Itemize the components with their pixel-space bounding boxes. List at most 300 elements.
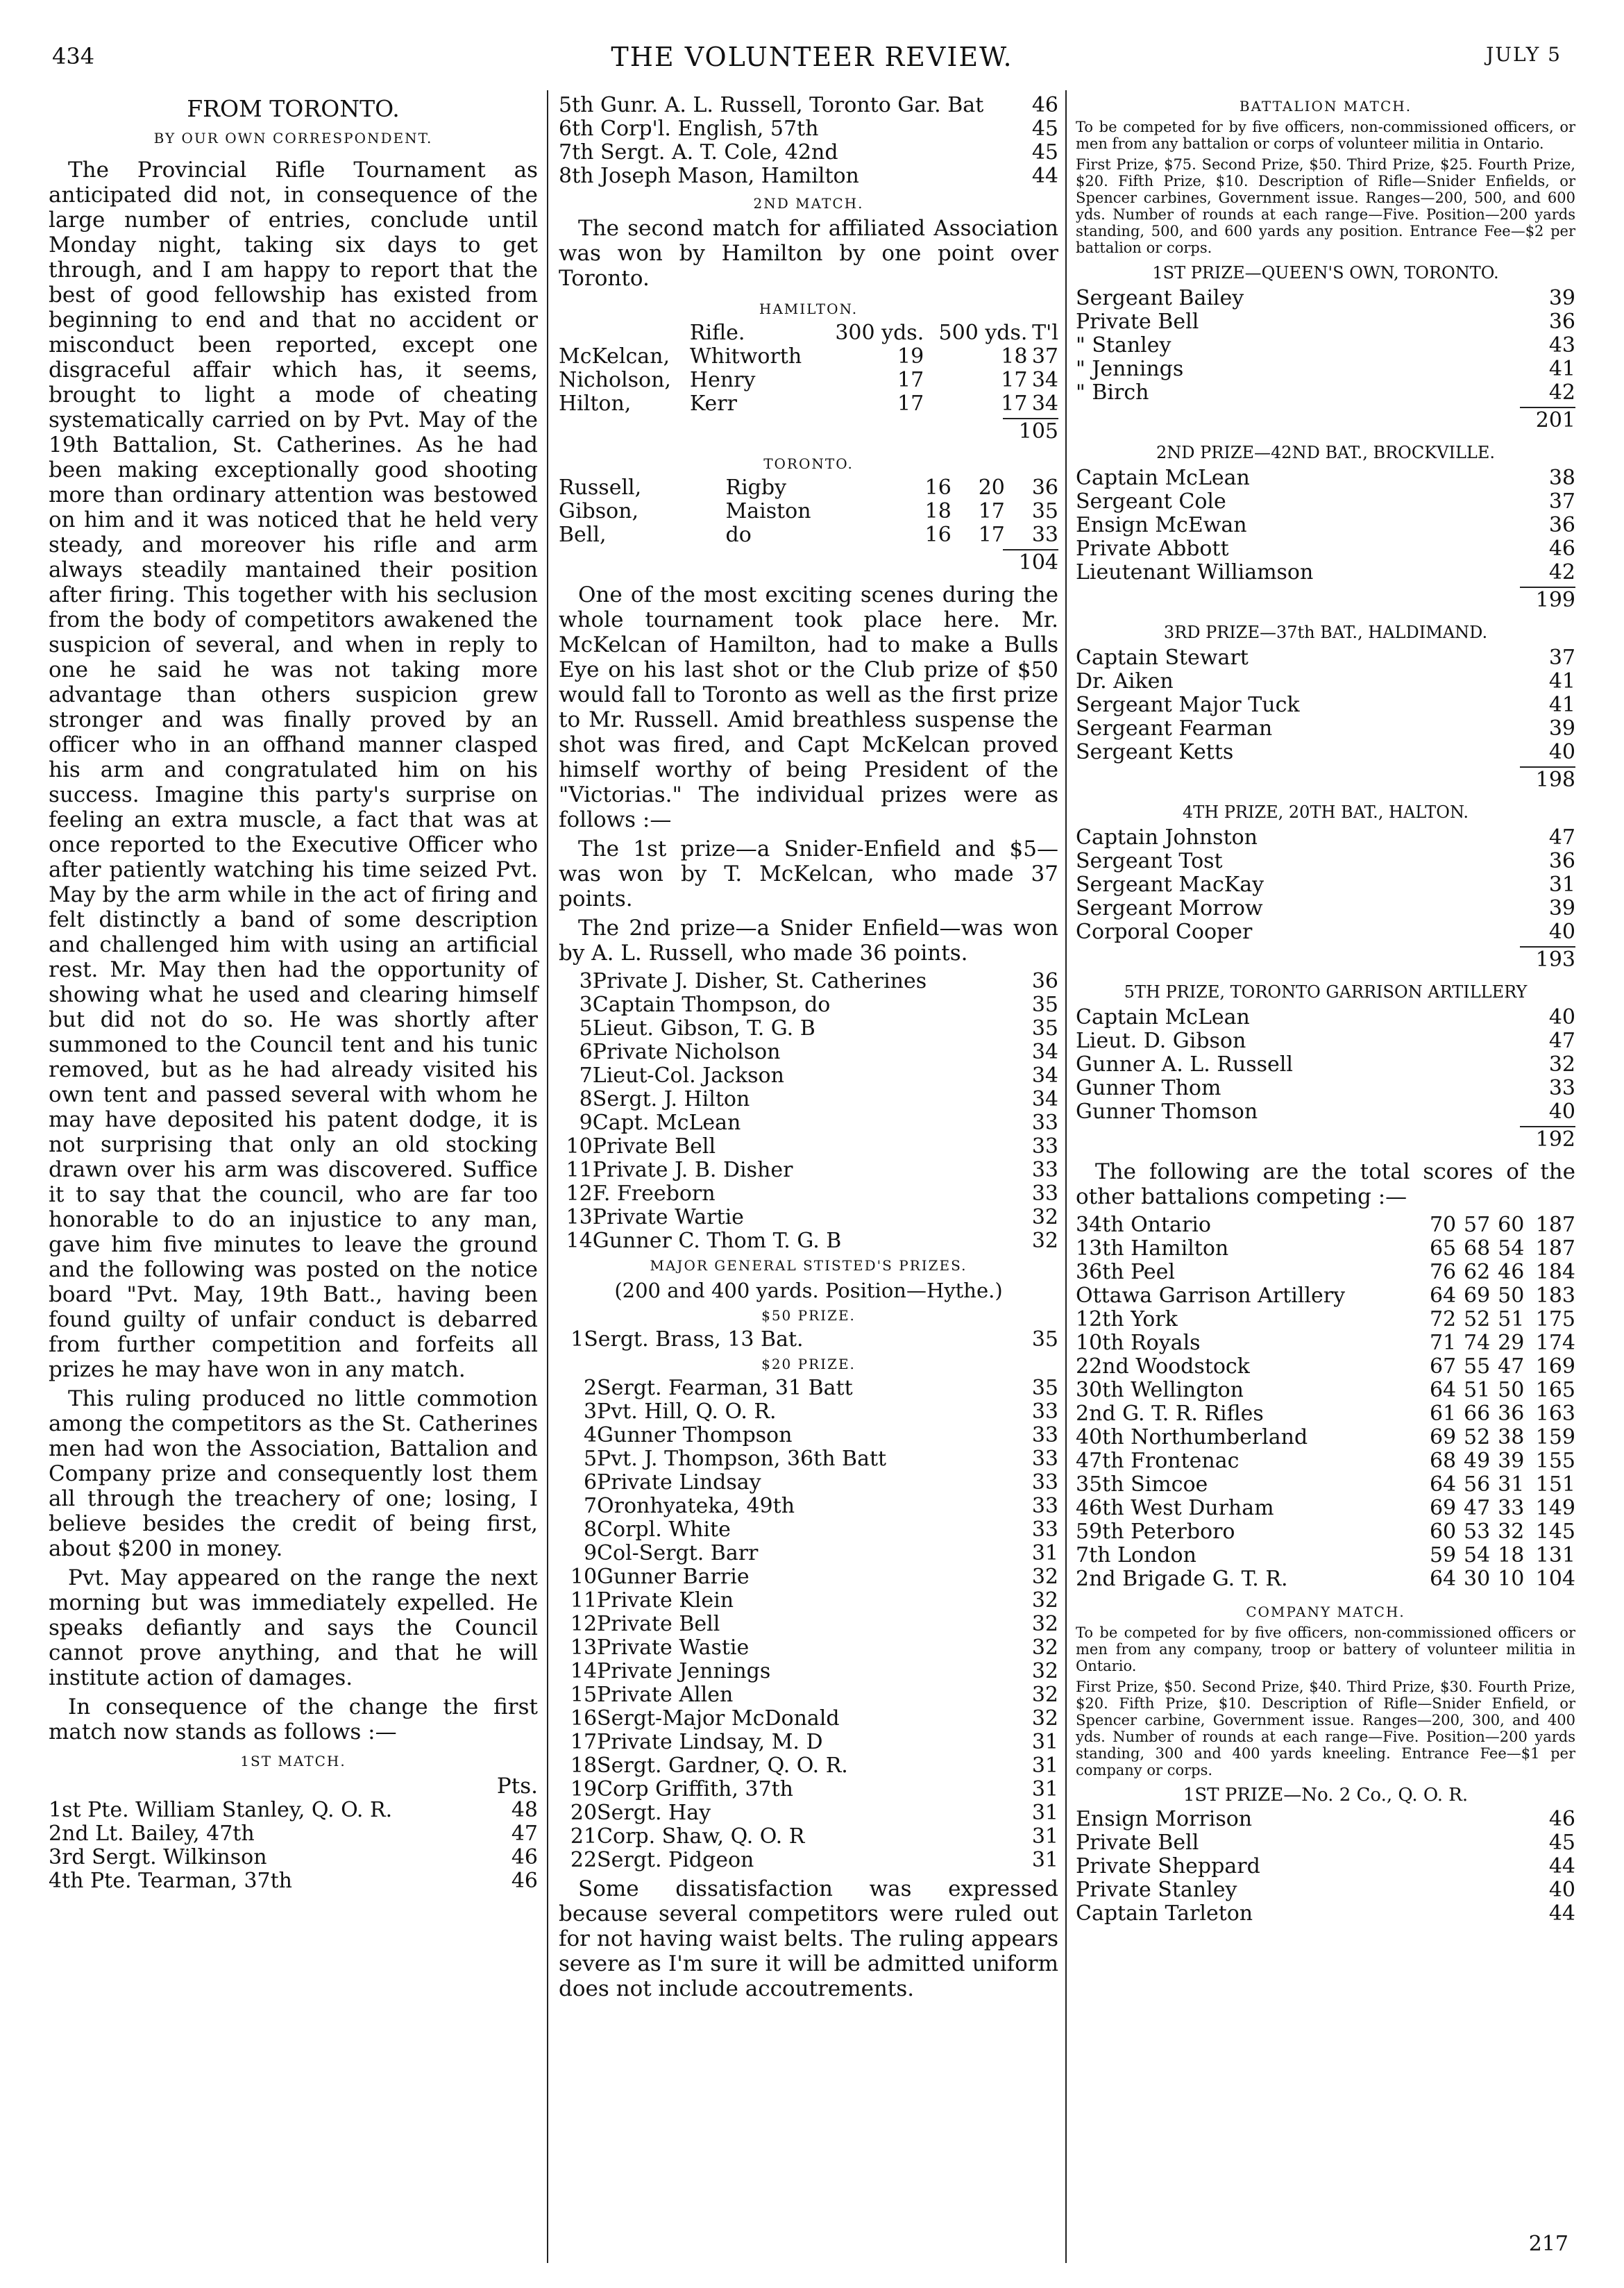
table-row: [559, 1088, 1058, 1111]
rank-cell: 20: [570, 1801, 598, 1825]
second-match-title: 2ND MATCH.: [753, 195, 864, 212]
battalion-name: 59th Peterboro: [1076, 1520, 1235, 1544]
rank-cell: 3: [583, 1399, 598, 1424]
name-cell: 1st Pte. William Stanley, Q. O. R.: [49, 1798, 393, 1822]
table-row: [559, 1182, 1058, 1206]
newspaper-title: THE VOLUNTEER REVIEW.: [611, 42, 1013, 72]
battalion-name: 40th Northumberland: [1076, 1425, 1308, 1449]
table-cell: 18: [924, 499, 951, 523]
table-row: [559, 345, 1058, 369]
score-cell: 68: [1464, 1236, 1491, 1261]
score-cell: 51: [1498, 1307, 1525, 1331]
name-cell: Lieut. D. Gibson: [1076, 1029, 1246, 1053]
score-cell: 36: [1548, 310, 1575, 334]
score-cell: 32: [1031, 1229, 1058, 1253]
battalion-name: 35th Simcoe: [1076, 1472, 1208, 1497]
score-cell: 67: [1429, 1354, 1457, 1379]
name-cell: Sergt. J. Hilton: [592, 1087, 750, 1111]
score-cell: 60: [1429, 1520, 1457, 1544]
table-row: [559, 1707, 1058, 1731]
score-cell: 33: [1031, 1470, 1058, 1495]
score-cell: 61: [1429, 1402, 1457, 1426]
score-cell: 30: [1464, 1567, 1491, 1591]
score-cell: 33: [1498, 1496, 1525, 1520]
table-row: [559, 1229, 1058, 1253]
rank-cell: 15: [570, 1683, 598, 1707]
score-cell: 39: [1548, 716, 1575, 741]
table-row: [1076, 310, 1575, 334]
score-cell: 163: [1535, 1402, 1575, 1426]
score-cell: 184: [1535, 1260, 1575, 1284]
name-cell: Private Lindsay: [597, 1470, 761, 1495]
table-row: [1076, 1077, 1575, 1100]
score-cell: 31: [1031, 1541, 1058, 1565]
name-cell: 8th Joseph Mason, Hamilton: [559, 164, 859, 188]
name-cell: Capt. McLean: [592, 1111, 741, 1135]
article-title: FROM TORONTO.: [187, 95, 400, 122]
table-row: [1076, 897, 1575, 920]
team-table: [1076, 287, 1575, 405]
table-row: [559, 1542, 1058, 1565]
score-cell: 42: [1548, 560, 1575, 584]
name-cell: Sergeant Morrow: [1076, 896, 1263, 920]
name-cell: Lieut-Col. Jackson: [592, 1063, 784, 1088]
table-row: [559, 523, 1058, 547]
score-cell: 64: [1429, 1472, 1457, 1497]
score-cell: 55: [1464, 1354, 1491, 1379]
score-cell: 31: [1031, 1824, 1058, 1849]
score-cell: 18: [1498, 1543, 1525, 1567]
score-cell: 34: [1031, 1087, 1058, 1111]
score-cell: 38: [1498, 1425, 1525, 1449]
paragraph: The second match for affiliated Association was won by Hamilton by one point over Toronto.: [559, 216, 1058, 291]
table-cell: McKelcan,: [559, 344, 670, 369]
name-cell: Sergeant Tost: [1076, 849, 1223, 873]
table-row: [1076, 717, 1575, 741]
table-row: [559, 476, 1058, 500]
score-cell: 145: [1535, 1520, 1575, 1544]
score-cell: 149: [1535, 1496, 1575, 1520]
score-cell: 40: [1548, 1878, 1575, 1902]
battalion-name: Ottawa Garrison Artillery: [1076, 1284, 1346, 1308]
table-cell: 19: [897, 344, 924, 369]
table-row: [559, 1064, 1058, 1088]
match-title: 1ST MATCH.: [240, 1753, 346, 1769]
paragraph: The 2nd prize—a Snider Enfield—was won by A. L. Russell, who made 36 points.: [559, 916, 1058, 966]
score-cell: 45: [1031, 117, 1058, 141]
name-cell: Sergeant Bailey: [1076, 286, 1244, 310]
score-cell: 40: [1548, 740, 1575, 764]
score-cell: 62: [1464, 1260, 1491, 1284]
score-cell: 44: [1548, 1901, 1575, 1926]
name-cell: Captain Thompson, do: [592, 993, 831, 1017]
table-cell: 34: [1031, 392, 1058, 416]
table-cell: Maiston: [725, 499, 811, 523]
score-cell: 69: [1464, 1284, 1491, 1308]
paragraph: The Provincial Rifle Tournament as anticipated did not, in consequence of the large number of entries, conclude until Monday night, taking six days to get through, and I am happy to report that the best of good fellowship has existed from beginning to end and that no accident or misconduct been reported, except one disgraceful affair which has, it seems, brought to light a mode of cheating systematically carried on by Pvt. May of the 19th Battalion, St. Catherines. As he had been making exceptionally good shooting more than ordinary attention was bestowed on him and it was noticed that he held very steady, and moreover his rifle and arm always steadily mantained their position after firing. This together with his seclusion from the body of competitors awakened the suspicion of several, and when in reply to one he said he was not taking more advantage than others suspicion grew stronger and was finally proved by an officer who in an offhand manner clasped his arm and congratulated him on his success. Imagine this party's surprise on feeling an extra muscle, a fact that was at once reported to the Executive Officer who after patiently watching his time seized Pvt. May by the arm while in the act of firing and felt distinctly a band of some description and challenged him with using an artificial rest. Mr. May then had the opportunity of showing what he used and clearing himself but did not do so. He was shortly after summoned to the Council tent and his tunic removed, but as he had already visited his own tent and passed several with whom he may have deposited his patent dodge, it is not surprising that only an old stocking drawn over his arm was discovered. Suffice it to say that the council, who are far too honorable to do an injustice to any man, gave him five minutes to leave the ground and the following was posted on the notice board "Pvt. May, 19th Batt., having been found guilty of unfair conduct is debarred from further competition and forfeits all prizes he may have won in any match.: [49, 158, 538, 1382]
score-cell: 35: [1031, 993, 1058, 1017]
hamilton-total: 105: [1003, 418, 1058, 444]
table-row: [1076, 358, 1575, 381]
score-cell: 64: [1429, 1378, 1457, 1402]
paragraph: One of the most exciting scenes during the whole tournament took place here. Mr. McKelcan of Hamilton, had to make a Bulls Eye on his last shot or the Club prize of $50 would fall to Toronto as well as the first prize to Mr. Russell. Amid breathless suspense the shot was fired, and Capt McKelcan proved himself worthy of being President of the "Victorias." The individual prizes were as follows :—: [559, 582, 1058, 832]
table-row: [49, 1822, 538, 1846]
score-cell: 56: [1464, 1472, 1491, 1497]
name-cell: Private Allen: [597, 1683, 734, 1707]
name-cell: Private Abbott: [1076, 537, 1229, 561]
team-table: [1076, 1006, 1575, 1124]
score-cell: 37: [1548, 646, 1575, 670]
score-cell: 35: [1031, 1016, 1058, 1041]
table-row: [1076, 850, 1575, 873]
rank-cell: 8: [579, 1087, 593, 1111]
table-cell: Henry: [689, 368, 756, 392]
table-row: [1076, 1567, 1575, 1591]
name-cell: Corp. Shaw, Q. O. R: [597, 1824, 805, 1849]
team-table: [1076, 826, 1575, 944]
name-cell: Private Bell: [592, 1134, 716, 1159]
table-cell: Gibson,: [559, 499, 639, 523]
score-cell: 35: [1031, 1376, 1058, 1400]
name-cell: Private Bell: [597, 1612, 720, 1636]
battalion-name: 10th Royals: [1076, 1331, 1201, 1355]
paragraph: This ruling produced no little commotion among the competitors as the St. Catherines men had won the Association, Battalion and Company prize and consequently lost them all through the treachery of one; losing, I believe besides the credit of being first, about $200 in money.: [49, 1386, 538, 1561]
paragraph: Pvt. May appeared on the range the next morning but was immediately expelled. He speaks defiantly and says the Council cannot prove anything, and that he will institute action of damages.: [49, 1565, 538, 1690]
score-cell: 31: [1548, 873, 1575, 897]
score-cell: 46: [1548, 537, 1575, 561]
table-row: [1076, 670, 1575, 693]
score-cell: 32: [1031, 1612, 1058, 1636]
rank-cell: 6: [583, 1470, 598, 1495]
column-header: 300 yds.: [835, 321, 924, 345]
table-row: [1076, 1006, 1575, 1029]
score-cell: 33: [1031, 1447, 1058, 1471]
table-row: [559, 1660, 1058, 1683]
score-cell: 40: [1548, 920, 1575, 944]
table-row: [559, 1328, 1058, 1352]
battalion-name: 2nd G. T. R. Rifles: [1076, 1402, 1264, 1426]
team-title: 5TH PRIZE, TORONTO GARRISON ARTILLERY: [1124, 982, 1528, 1002]
rank-cell: 6: [579, 1040, 593, 1064]
score-cell: 32: [1031, 1683, 1058, 1707]
score-cell: 31: [1031, 1753, 1058, 1778]
name-cell: Captain Johnston: [1076, 825, 1258, 850]
name-cell: Corpl. White: [597, 1517, 731, 1542]
score-cell: 33: [1031, 1134, 1058, 1159]
table-row: [1076, 514, 1575, 537]
table-row: [1076, 826, 1575, 850]
score-cell: 33: [1031, 1111, 1058, 1135]
name-cell: Ensign McEwan: [1076, 513, 1247, 537]
battalion-name: 36th Peel: [1076, 1260, 1176, 1284]
battalion-match-title: BATTALION MATCH.: [1239, 98, 1412, 115]
score-cell: 47: [511, 1822, 538, 1846]
score-cell: 64: [1429, 1567, 1457, 1591]
score-cell: 174: [1535, 1331, 1575, 1355]
rank-cell: 2: [583, 1376, 598, 1400]
toronto-table: [559, 476, 1058, 547]
table-cell: 16: [924, 476, 951, 500]
score-cell: 46: [1498, 1260, 1525, 1284]
rank-cell: 12: [570, 1612, 598, 1636]
score-cell: 45: [1548, 1831, 1575, 1855]
table-row: [1076, 1544, 1575, 1567]
score-cell: 54: [1464, 1543, 1491, 1567]
name-cell: Lieut. Gibson, T. G. B: [592, 1016, 815, 1041]
table-row: [559, 369, 1058, 392]
page-header: [0, 0, 1624, 76]
paragraph: The 1st prize—a Snider-Enfield and $5—was won by T. McKelcan, who made 37 points.: [559, 836, 1058, 911]
score-cell: 36: [1498, 1402, 1525, 1426]
name-cell: " Birch: [1076, 380, 1149, 405]
table-row: [559, 1825, 1058, 1849]
company-prize-title: 1ST PRIZE—No. 2 Co., Q. O. R.: [1183, 1785, 1469, 1806]
table-cell: Hilton,: [559, 392, 632, 416]
score-cell: 57: [1464, 1213, 1491, 1237]
rank-cell: 14: [570, 1659, 598, 1683]
team-title: 1ST PRIZE—QUEEN'S OWN, TORONTO.: [1152, 263, 1499, 283]
table-row: [1076, 1100, 1575, 1124]
table-cell: 17: [1001, 368, 1028, 392]
table-row: [559, 1565, 1058, 1589]
score-cell: 155: [1535, 1449, 1575, 1473]
battalion-name: 7th London: [1076, 1543, 1196, 1567]
table-row: [559, 993, 1058, 1017]
rank-cell: 9: [579, 1111, 593, 1135]
rank-cell: 1: [570, 1327, 584, 1352]
table-row: [559, 1801, 1058, 1825]
table-row: [1076, 1284, 1575, 1308]
column-rule: [547, 90, 548, 2263]
score-cell: 70: [1429, 1213, 1457, 1237]
table-cell: Kerr: [689, 392, 737, 416]
company-description: To be competed for by five officers, non-commissioned officers or men from any company, troop or battery of volunteer militia in Ontario.: [1076, 1624, 1575, 1674]
rank-cell: 9: [583, 1541, 598, 1565]
table-row: [559, 1041, 1058, 1064]
table-cell: Rigby: [725, 476, 787, 500]
score-cell: 104: [1535, 1567, 1575, 1591]
team-total: 193: [1520, 946, 1575, 973]
name-cell: Captain McLean: [1076, 466, 1250, 490]
name-cell: Sergeant MacKay: [1076, 873, 1264, 897]
column-rule: [1065, 90, 1067, 2263]
table-cell: 17: [1001, 392, 1028, 416]
paragraph: In consequence of the change the first match now stands as follows :—: [49, 1694, 538, 1744]
prize-20-title: $20 PRIZE.: [761, 1356, 856, 1372]
table-cell: 16: [924, 523, 951, 547]
score-cell: 32: [1031, 1706, 1058, 1731]
table-row: [1076, 1331, 1575, 1355]
score-cell: 31: [1031, 1801, 1058, 1825]
table-row: [559, 1518, 1058, 1542]
name-cell: Private Bell: [1076, 310, 1199, 334]
table-row: [559, 1471, 1058, 1495]
name-cell: 4th Pte. Tearman, 37th: [49, 1869, 293, 1893]
battalion-name: 46th West Durham: [1076, 1496, 1274, 1520]
table-row: [1076, 873, 1575, 897]
table-row: [49, 1846, 538, 1869]
score-cell: 175: [1535, 1307, 1575, 1331]
name-cell: Ensign Morrison: [1076, 1807, 1253, 1831]
table-row: [1076, 1878, 1575, 1902]
hamilton-table: [559, 321, 1058, 416]
rank-cell: 21: [570, 1824, 598, 1849]
hamilton-title: HAMILTON.: [759, 301, 858, 317]
table-row: [49, 1799, 538, 1822]
battalion-prizes: First Prize, $75. Second Prize, $50. Third Prize, $25. Fourth Prize, $20. Fifth Prize, $10. Description of Rifle—Snider Enfields, or Spencer carbines, Government issue. Ranges—200, 500, and 600 yds. Number of rounds at each range—Five. Position—200 yards standing, 500, and 600 yards any position. Entrance Fee—$2 per battalion or corps.: [1076, 156, 1575, 256]
table-row: [559, 165, 1058, 188]
name-cell: Gunner Thomson: [1076, 1100, 1258, 1124]
name-cell: Sergeant Ketts: [1076, 740, 1234, 764]
column-2: [559, 94, 1058, 2005]
table-cell: 17: [978, 499, 1005, 523]
table-row: [1076, 1426, 1575, 1449]
column-1: [49, 94, 538, 1893]
rank-cell: 10: [570, 1565, 598, 1589]
table-row: [1076, 1902, 1575, 1926]
major-prizes-title: MAJOR GENERAL STISTED'S PRIZES.: [650, 1257, 967, 1274]
score-cell: 52: [1464, 1425, 1491, 1449]
table-row: [559, 1778, 1058, 1801]
score-cell: 69: [1429, 1496, 1457, 1520]
prize-50-title: $50 PRIZE.: [761, 1307, 856, 1324]
battalion-name: 2nd Brigade G. T. R.: [1076, 1567, 1288, 1591]
table-row: [1076, 561, 1575, 584]
table-row: [559, 1135, 1058, 1159]
rank-cell: 16: [570, 1706, 598, 1731]
name-cell: Lieutenant Williamson: [1076, 560, 1314, 584]
score-cell: 31: [1031, 1730, 1058, 1754]
first-match-table: [49, 1799, 538, 1893]
name-cell: Private Klein: [597, 1588, 734, 1613]
score-cell: 71: [1429, 1331, 1457, 1355]
team-title: 2ND PRIZE—42ND BAT., BROCKVILLE.: [1156, 443, 1495, 462]
table-cell: 17: [978, 523, 1005, 547]
team-table: [1076, 646, 1575, 764]
score-cell: 31: [1498, 1472, 1525, 1497]
points-label: Pts.: [496, 1774, 538, 1799]
score-cell: 33: [1031, 1517, 1058, 1542]
score-cell: 33: [1031, 1181, 1058, 1206]
name-cell: Col-Sergt. Barr: [597, 1541, 759, 1565]
score-cell: 46: [511, 1845, 538, 1869]
toronto-title: TORONTO.: [763, 455, 854, 472]
table-row: [559, 1424, 1058, 1447]
score-cell: 32: [1031, 1635, 1058, 1660]
table-row: [559, 141, 1058, 165]
name-cell: Pvt. Hill, Q. O. R.: [597, 1399, 777, 1424]
score-cell: 69: [1429, 1425, 1457, 1449]
name-cell: Sergt. Fearman, 31 Batt: [597, 1376, 853, 1400]
name-cell: Private Wartie: [592, 1205, 744, 1229]
score-cell: 34: [1031, 1040, 1058, 1064]
score-cell: 50: [1498, 1378, 1525, 1402]
table-row: [559, 1495, 1058, 1518]
name-cell: Gunner A. L. Russell: [1076, 1052, 1293, 1077]
name-cell: Private Bell: [1076, 1831, 1199, 1855]
score-cell: 40: [1548, 1005, 1575, 1029]
prize-20-table: [559, 1377, 1058, 1872]
column-header: Rifle.: [689, 321, 745, 345]
table-row: [1076, 1053, 1575, 1077]
score-cell: 131: [1535, 1543, 1575, 1567]
name-cell: Sergt. Brass, 13 Bat.: [584, 1327, 804, 1352]
name-cell: Private Sheppard: [1076, 1854, 1260, 1878]
score-cell: 76: [1429, 1260, 1457, 1284]
rank-cell: 7: [579, 1063, 593, 1088]
name-cell: Private Nicholson: [592, 1040, 781, 1064]
company-total: 217: [1528, 2232, 1568, 2256]
name-cell: Corp Griffith, 37th: [597, 1777, 793, 1801]
name-cell: Oronhyateka, 49th: [597, 1494, 795, 1518]
column-3: [1076, 94, 1575, 1926]
rank-cell: 19: [570, 1777, 598, 1801]
rank-cell: 7: [583, 1494, 598, 1518]
score-cell: 66: [1464, 1402, 1491, 1426]
table-row: [1076, 1379, 1575, 1402]
score-cell: 33: [1031, 1423, 1058, 1447]
table-row: [1076, 741, 1575, 764]
table-row: [559, 970, 1058, 993]
score-cell: 74: [1464, 1331, 1491, 1355]
table-row: [49, 1869, 538, 1893]
name-cell: Private Lindsay, M. D: [597, 1730, 823, 1754]
table-row: [1076, 466, 1575, 490]
name-cell: Sergt. Gardner, Q. O. R.: [597, 1753, 848, 1778]
rank-cell: 18: [570, 1753, 598, 1778]
battalion-teams: [1076, 260, 1575, 1152]
score-cell: 52: [1464, 1307, 1491, 1331]
name-cell: Gunner C. Thom T. G. B: [592, 1229, 842, 1253]
table-row: [559, 1447, 1058, 1471]
table-cell: 17: [897, 368, 924, 392]
rank-cell: 5: [583, 1447, 598, 1471]
table-row: [1076, 1308, 1575, 1331]
issue-date: JULY 5: [1486, 43, 1562, 66]
table-row: [559, 1017, 1058, 1041]
rank-cell: 10: [566, 1134, 593, 1159]
score-cell: 39: [1498, 1449, 1525, 1473]
table-row: [559, 1683, 1058, 1707]
table-row: [559, 1206, 1058, 1229]
toronto-total: 104: [1003, 549, 1058, 575]
table-cell: 35: [1031, 499, 1058, 523]
team-total: 198: [1520, 766, 1575, 793]
score-cell: 32: [1031, 1588, 1058, 1613]
other-battalions-table: [1076, 1213, 1575, 1591]
battalion-name: 47th Frontenac: [1076, 1449, 1240, 1473]
name-cell: Captain McLean: [1076, 1005, 1250, 1029]
rank-cell: 22: [570, 1848, 598, 1872]
name-cell: Gunner Barrie: [597, 1565, 750, 1589]
score-cell: 39: [1548, 286, 1575, 310]
table-row: [1076, 1213, 1575, 1237]
table-row: [1076, 1402, 1575, 1426]
table-cell: 34: [1031, 368, 1058, 392]
table-row: [559, 1159, 1058, 1182]
table-cell: 37: [1031, 344, 1058, 369]
column-header: T'l: [1032, 321, 1058, 345]
score-cell: 48: [511, 1798, 538, 1822]
rank-cell: 4: [583, 1423, 598, 1447]
score-cell: 51: [1464, 1378, 1491, 1402]
rank-cell: 3: [579, 969, 593, 993]
name-cell: Captain Tarleton: [1076, 1901, 1253, 1926]
page-number: 434: [52, 43, 95, 69]
table-row: [1076, 537, 1575, 561]
table-row: [1076, 1029, 1575, 1053]
table-cell: Bell,: [559, 523, 607, 547]
